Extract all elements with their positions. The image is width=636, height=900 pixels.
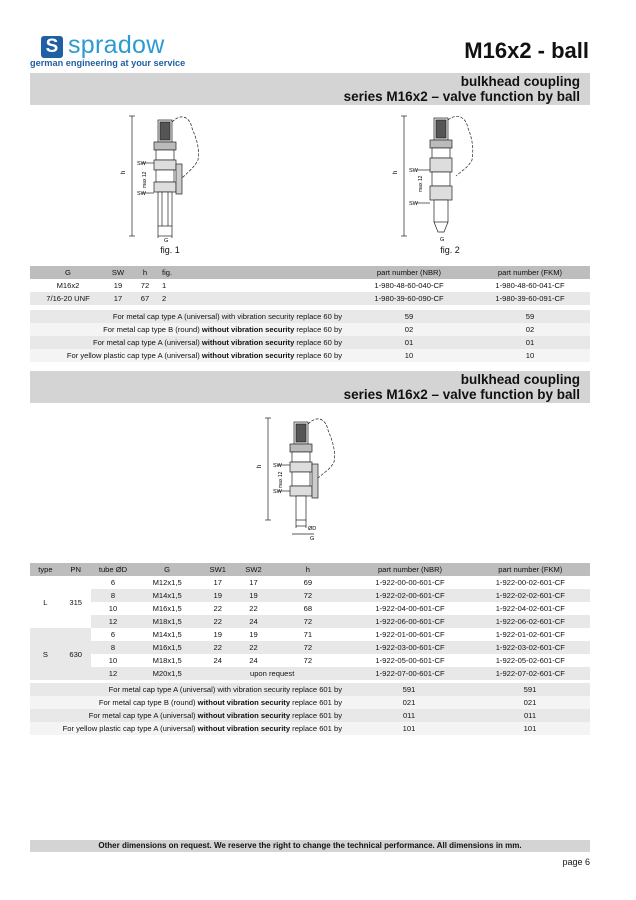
table-cell: 1-922-02-00-601-CF [349,589,470,602]
section2-notes [30,683,590,735]
col-header: part number (FKM) [471,563,590,576]
section1-notes [30,310,590,362]
table-cell: M16x1,5 [152,604,182,613]
table-row [30,292,590,305]
section2-subtitle: series M16x2 – valve function by ball [343,387,580,402]
note-nbr: 101 [348,722,470,735]
fig2-sw-label-bottom: SW [409,201,418,207]
table-cell: 24 [249,656,258,665]
table-cell: 10 [108,604,118,613]
table-cell: 24 [213,656,222,665]
fig3-od-label: ØD [308,526,317,532]
table-cell: 1-922-04-02-601-CF [495,604,565,613]
table-cell: M16x1,5 [135,641,199,654]
table-cell: M18x1,5 [152,656,182,665]
table-row [30,641,590,654]
fig2-g-label: G [440,237,445,243]
table-cell: M14x1,5 [135,589,199,602]
table-cell: 22 [199,641,237,654]
table-row [30,589,590,602]
table-cell: 6 [110,578,116,587]
col-header: part number (FKM) [470,266,590,279]
table-cell: 72 [270,589,345,602]
fig2-drawing [394,108,494,244]
section1-header [30,73,590,105]
table-cell: 17 [106,292,130,305]
type-cell: S [30,628,61,680]
table-cell: 1-980-39-60-091-CF [470,292,590,305]
section2-header [30,371,590,403]
table-cell: 1-980-48-60-041-CF [495,281,565,290]
table-cell: 1-922-05-02-601-CF [495,656,565,665]
table-cell: 72 [270,615,345,628]
col-header [272,266,348,279]
table-cell: 17 [249,578,258,587]
table-cell: 1-980-39-60-090-CF [348,292,470,305]
table-cell: 2 [160,292,272,305]
note-fkm: 021 [470,696,590,709]
section1-title: bulkhead coupling [460,74,580,89]
col-header: SW2 [237,563,271,576]
table-row [30,279,590,292]
note-fkm: 591 [470,683,590,696]
fig2-max-label: max 12 [418,175,424,192]
table-cell: M18x1,5 [135,615,199,628]
table-cell: M14x1,5 [152,630,182,639]
section2-table [30,563,590,680]
note-row [30,696,590,709]
table-cell: 1-922-01-00-601-CF [375,630,445,639]
table-header-row [30,563,590,576]
table-cell [272,279,348,292]
type-cell: L [43,597,48,607]
section1-table [30,266,590,305]
note-row [30,709,590,722]
table-cell: 12 [91,667,136,680]
col-header: type [30,563,61,576]
table-cell: 19 [213,630,222,639]
note-text: For metal cap type A (universal) with vibration security replace 601 by [30,683,348,696]
fig3-g-label: G [310,536,315,542]
table-cell: upon request [199,667,346,680]
table-header-row [30,266,590,279]
table-cell: 24 [237,615,271,628]
note-text: For metal cap type A (universal) without vibration security replace 601 by [30,709,348,722]
table-cell: 6 [110,630,116,639]
table-cell: 17 [213,578,222,587]
table-cell: 72 [140,281,150,290]
note-nbr: 591 [348,683,470,696]
table-cell: 19 [249,630,258,639]
table-row [30,576,590,589]
table-cell: M12x1,5 [152,578,182,587]
pn-cell: 630 [61,628,91,680]
page-title: M16x2 - ball [464,38,589,63]
table-cell: 12 [91,615,136,628]
col-header: tube ØD [91,563,136,576]
fig1-g-label: G [164,238,169,244]
table-cell: 1 [162,281,167,290]
table-cell: 19 [237,589,271,602]
table-cell: 1-922-02-02-601-CF [471,589,590,602]
fig1-h-label: h [121,170,127,174]
table-cell: 1-922-05-00-601-CF [375,656,445,665]
note-text: For yellow plastic cap type A (universal) without vibration security replace 60 by [30,349,348,362]
table-cell: 72 [303,656,313,665]
fig1-max-label: max 12 [142,171,148,188]
col-header: SW1 [199,563,237,576]
table-cell: 67 [130,292,160,305]
table-cell: 69 [303,578,313,587]
table-cell: 10 [108,656,118,665]
table-cell: 22 [213,604,222,613]
note-row [30,349,590,362]
fig3-h-label: h [257,464,263,468]
table-cell: 1-980-48-60-040-CF [374,281,444,290]
table-cell: 1-922-00-00-601-CF [375,578,445,587]
table-cell: 1-922-03-02-601-CF [471,641,590,654]
table-cell: 1-922-01-02-601-CF [495,630,565,639]
note-fkm: 10 [470,349,590,362]
fig2-caption: fig. 2 [440,245,460,255]
fig3-drawing [256,410,356,544]
note-nbr: 011 [348,709,470,722]
table-cell: 1-922-06-02-601-CF [471,615,590,628]
table-cell: M16x2 [56,281,80,290]
table-cell: 1-922-06-00-601-CF [349,615,470,628]
fig1-sw-label-bottom: SW [137,191,146,197]
brand-logo [30,33,190,69]
col-header: G [135,563,199,576]
footer-disclaimer: Other dimensions on request. We reserve the right to change the technical performance. All dimensions in mm. [30,840,590,852]
brand-name: spradow [68,31,165,59]
table-row [30,667,590,680]
note-fkm: 01 [470,336,590,349]
col-header: G [30,266,106,279]
col-header: fig. [160,266,272,279]
table-cell: 8 [91,589,136,602]
page-number: page 6 [562,857,590,867]
col-header: part number (NBR) [349,563,470,576]
table-cell: 71 [303,630,313,639]
note-nbr: 01 [348,336,470,349]
col-header: h [130,266,160,279]
table-cell [272,292,348,305]
table-cell: 1-922-07-00-601-CF [349,667,470,680]
note-text: For metal cap type A (universal) without vibration security replace 60 by [30,336,348,349]
note-fkm: 011 [470,709,590,722]
note-text: For metal cap type A (universal) with vibration security replace 60 by [30,310,348,323]
note-nbr: 02 [348,323,470,336]
table-cell: 22 [199,615,237,628]
col-header: part number (NBR) [348,266,470,279]
note-row [30,323,590,336]
note-text: For yellow plastic cap type A (universal) without vibration security replace 601 by [30,722,348,735]
brand-tagline: german engineering at your service [30,58,186,68]
fig3-sw-label-top: SW [273,463,282,469]
table-cell: 72 [270,641,345,654]
note-row [30,722,590,735]
fig2-h-label: h [393,170,399,174]
table-cell: 8 [91,641,136,654]
table-row [30,615,590,628]
pn-cell: 315 [69,597,83,607]
fig2-sw-label-top: SW [409,168,418,174]
table-row [30,628,590,641]
note-fkm: 02 [470,323,590,336]
table-cell: 22 [237,641,271,654]
table-row [30,654,590,667]
col-header: h [270,563,345,576]
section1-subtitle: series M16x2 – valve function by ball [343,89,580,104]
note-fkm: 59 [470,310,590,323]
table-row [30,602,590,615]
table-cell: 19 [113,281,123,290]
fig1-sw-label-top: SW [137,161,146,167]
note-nbr: 021 [348,696,470,709]
table-cell: 1-922-07-02-601-CF [471,667,590,680]
table-cell: 1-922-03-00-601-CF [349,641,470,654]
note-text: For metal cap type B (round) without vibration security replace 601 by [30,696,348,709]
table-cell: 7/16-20 UNF [30,292,106,305]
table-cell: 1-922-04-00-601-CF [375,604,445,613]
spradow-logo-icon: S [41,36,63,58]
note-row [30,336,590,349]
table-cell: 68 [303,604,313,613]
note-row [30,310,590,323]
note-nbr: 59 [348,310,470,323]
fig3-sw-label-bottom: SW [273,489,282,495]
note-nbr: 10 [348,349,470,362]
fig3-max-label: max 12 [278,471,284,488]
fig1-drawing [120,108,220,244]
table-cell: 19 [199,589,237,602]
note-row [30,683,590,696]
fig1-caption: fig. 1 [160,245,180,255]
table-cell: 1-922-00-02-601-CF [495,578,565,587]
table-cell: M20x1,5 [135,667,199,680]
section2-title: bulkhead coupling [460,372,580,387]
col-header: PN [61,563,91,576]
note-text: For metal cap type B (round) without vibration security replace 60 by [30,323,348,336]
note-fkm: 101 [470,722,590,735]
table-cell: 22 [249,604,258,613]
col-header: SW [106,266,130,279]
